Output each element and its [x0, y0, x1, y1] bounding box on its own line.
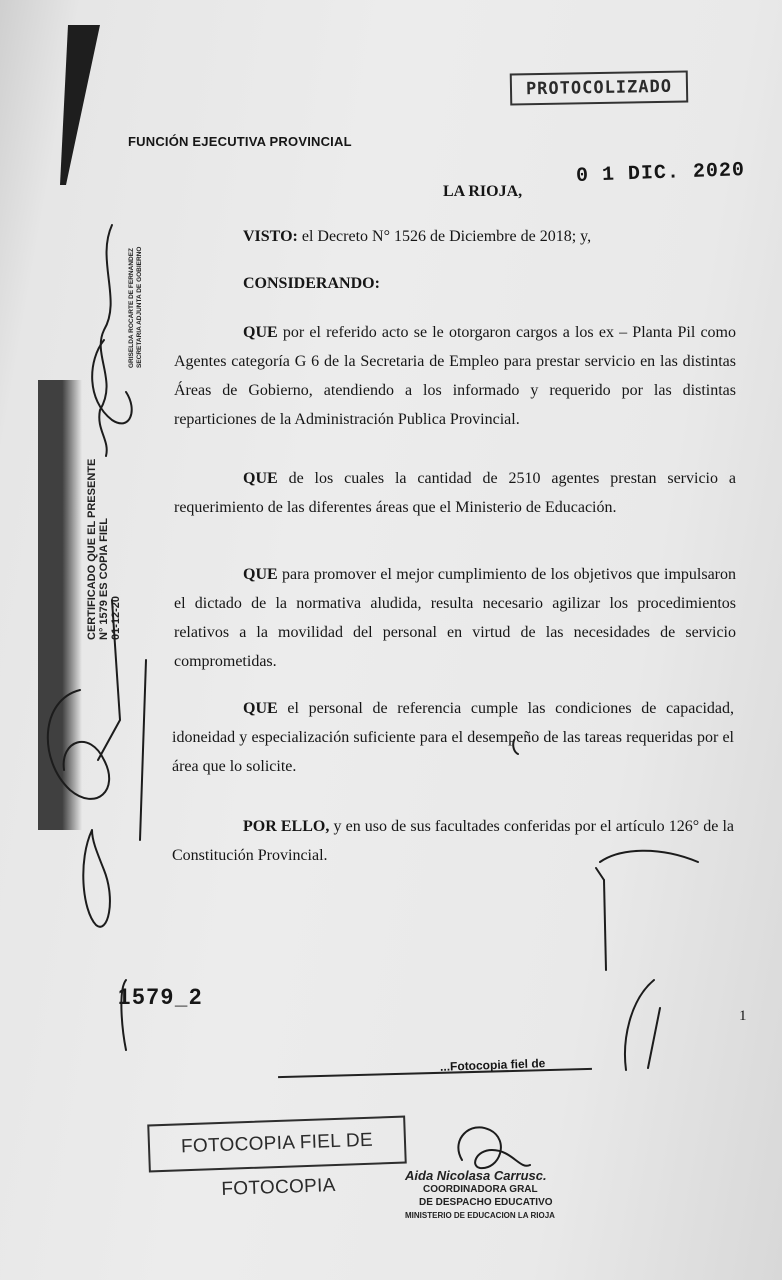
- date-stamp: 0 1 DIC. 2020: [575, 159, 746, 188]
- considerando-heading: CONSIDERANDO:: [243, 275, 380, 292]
- por-ello-text: y en uso de sus facultades conferidas por el artículo 126° de la Constitución Provincial.: [172, 818, 735, 864]
- side-stamp: GRISELDA ROCARTE DE FERNANDEZ SECRETARIA ADJUNTA DE GOBIERNO: [128, 246, 143, 368]
- paragraph-text: por el referido acto se le otorgaron cargos a los ex – Planta Pil como Agentes categoría G 6 de la Secretaria de Empleo para prestar servicio en las distintas Áreas de Gobierno, atendiendo a los informado y requerido por las distintas reparticiones de la Administración Publica Provincial.: [174, 324, 736, 428]
- paragraph-lead: QUE: [243, 700, 278, 717]
- signer-title-2: DE DESPACHO EDUCATIVO: [419, 1197, 553, 1208]
- signature-block: [405, 1168, 555, 1222]
- paragraph-3: [174, 560, 736, 676]
- visto-line: [243, 222, 683, 251]
- document-header: FUNCIÓN EJECUTIVA PROVINCIAL: [128, 134, 352, 149]
- date-place: LA RIOJA,: [443, 183, 523, 200]
- paragraph-4: [172, 694, 734, 781]
- signer-title-1: COORDINADORA GRAL: [423, 1184, 538, 1195]
- paragraph-lead: QUE: [243, 324, 278, 341]
- visto-label: VISTO:: [243, 228, 298, 245]
- paragraph-text: de los cuales la cantidad de 2510 agentes prestan servicio a requerimiento de las diferentes áreas que el Ministerio de Educación.: [174, 470, 736, 516]
- paragraph-lead: QUE: [243, 470, 278, 487]
- fiel-text: ...Fotocopia fiel de: [439, 1056, 546, 1074]
- certify-stamp: CERTIFICADO QUE EL PRESENTE N° 1579 ES COPIA FIEL 01-12-20: [86, 458, 122, 640]
- signer-title-3: MINISTERIO DE EDUCACION LA RIOJA: [405, 1211, 555, 1220]
- paragraph-2: [174, 464, 736, 522]
- side-signature-mark: [99, 225, 112, 456]
- paragraph-text: para promover el mejor cumplimiento de los objetivos que impulsaron el dictado de la normativa aludida, resulta necesario agilizar los procedimientos relativos a la movilidad del personal en virtud de las necesidades de servicio comprometidas.: [174, 566, 736, 670]
- paragraph-text: el personal de referencia cumple las condiciones de capacidad, idoneidad y especialización suficiente para el desempeño de las tareas requeridas por el área que lo solicite.: [172, 700, 734, 775]
- por-ello-lead: POR ELLO,: [243, 818, 330, 835]
- page-number: 1: [739, 1008, 747, 1024]
- paragraph-1: [174, 318, 736, 434]
- binding-shadow: [38, 380, 82, 830]
- protocolizado-stamp: PROTOCOLIZADO: [510, 70, 689, 105]
- binding-shadow-top: [60, 25, 100, 185]
- signer-name: Aida Nicolasa Carrusc.: [405, 1168, 547, 1183]
- reference-number: 1579_2: [118, 984, 204, 1009]
- paragraph-lead: QUE: [243, 566, 278, 583]
- visto-text: el Decreto N° 1526 de Diciembre de 2018; y,: [297, 228, 592, 245]
- por-ello-paragraph: [172, 812, 734, 870]
- copy-stamp: FOTOCOPIA FIEL DE FOTOCOPIA: [147, 1116, 407, 1173]
